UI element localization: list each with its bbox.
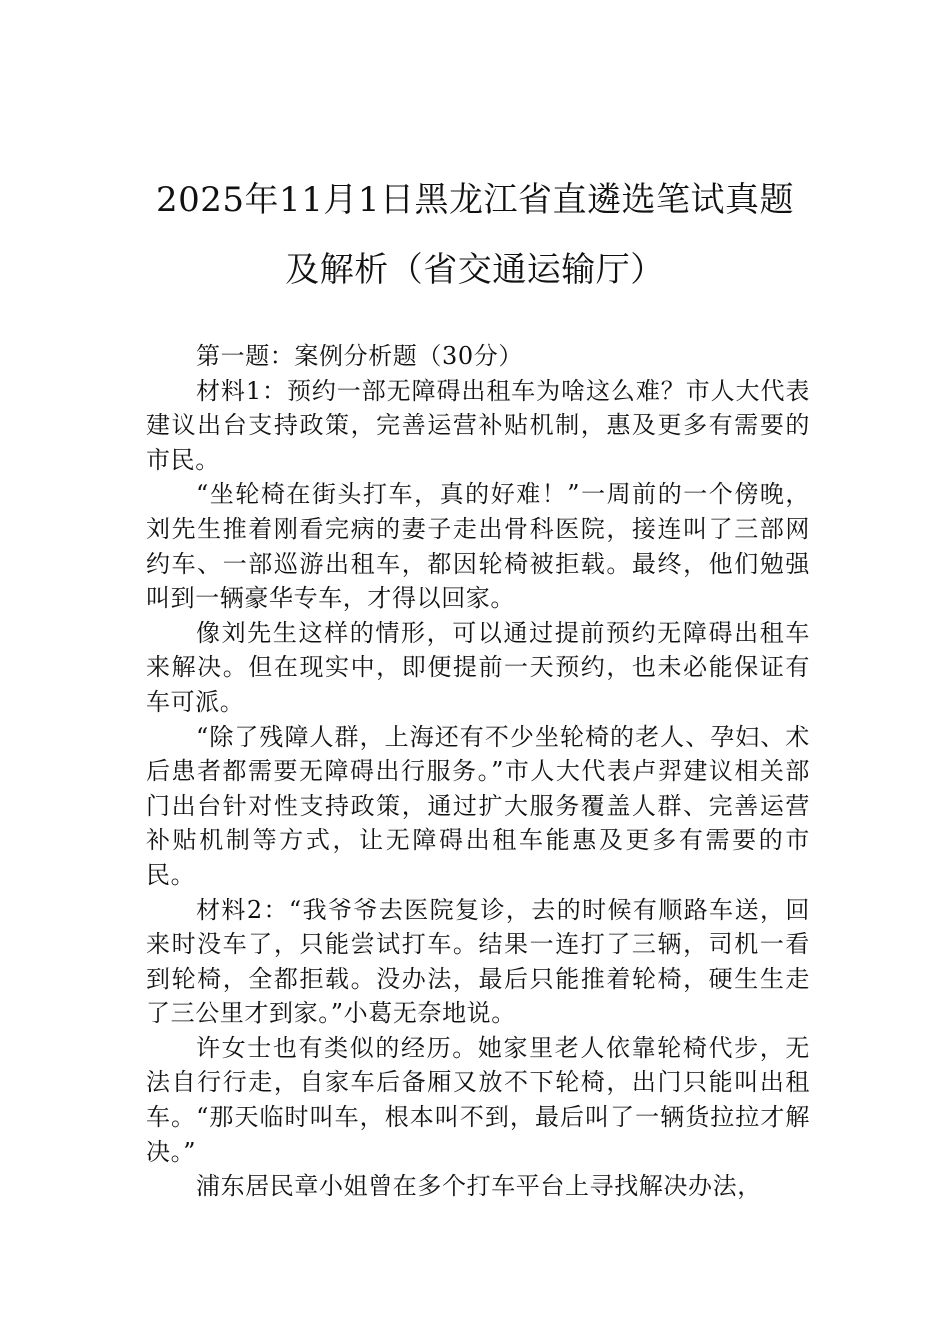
document-title-line-1: 2025年11月1日黑龙江省直遴选笔试真题 (156, 180, 794, 220)
paragraph: “除了残障人群，上海还有不少坐轮椅的老人、孕妇、术后患者都需要无障碍出行服务。”市人大代表卢羿建议相关部门出台针对性支持政策，通过扩大服务覆盖人群、完善运营补贴机制等方式，让无障碍出租车能惠及更多有需要的市民。 (146, 722, 810, 889)
paragraph: 材料1：预约一部无障碍出租车为啥这么难？市人大代表建议出台支持政策，完善运营补贴机制，惠及更多有需要的市民。 (146, 376, 810, 474)
document-title-line-2: 及解析（省交通运输厅） (285, 250, 665, 290)
paragraph: 浦东居民章小姐曾在多个打车平台上寻找解决办法， (196, 1172, 762, 1201)
question-heading: 第一题：案例分析题（30分） (196, 342, 523, 370)
paragraph: 许女士也有类似的经历。她家里老人依靠轮椅代步，无法自行行走，自家车后备厢又放不下轮椅，出门只能叫出租车。“那天临时叫车，根本叫不到，最后叫了一辆货拉拉才解决。” (146, 1033, 810, 1166)
paragraph: 材料2：“我爷爷去医院复诊，去的时候有顺路车送，回来时没车了，只能尝试打车。结果一连打了三辆，司机一看到轮椅，全都拒载。没办法，最后只能推着轮椅，硬生生走了三公里才到家。”小葛无奈地说。 (146, 895, 810, 1028)
paragraph: “坐轮椅在街头打车，真的好难！”一周前的一个傍晚，刘先生推着刚看完病的妻子走出骨科医院，接连叫了三部网约车、一部巡游出租车，都因轮椅被拒载。最终，他们勉强叫到一辆豪华专车，才得以回家。 (146, 480, 810, 613)
document-body (146, 339, 810, 1204)
paragraph: 像刘先生这样的情形，可以通过提前预约无障碍出租车来解决。但在现实中，即便提前一天预约，也未必能保证有车可派。 (146, 618, 810, 716)
